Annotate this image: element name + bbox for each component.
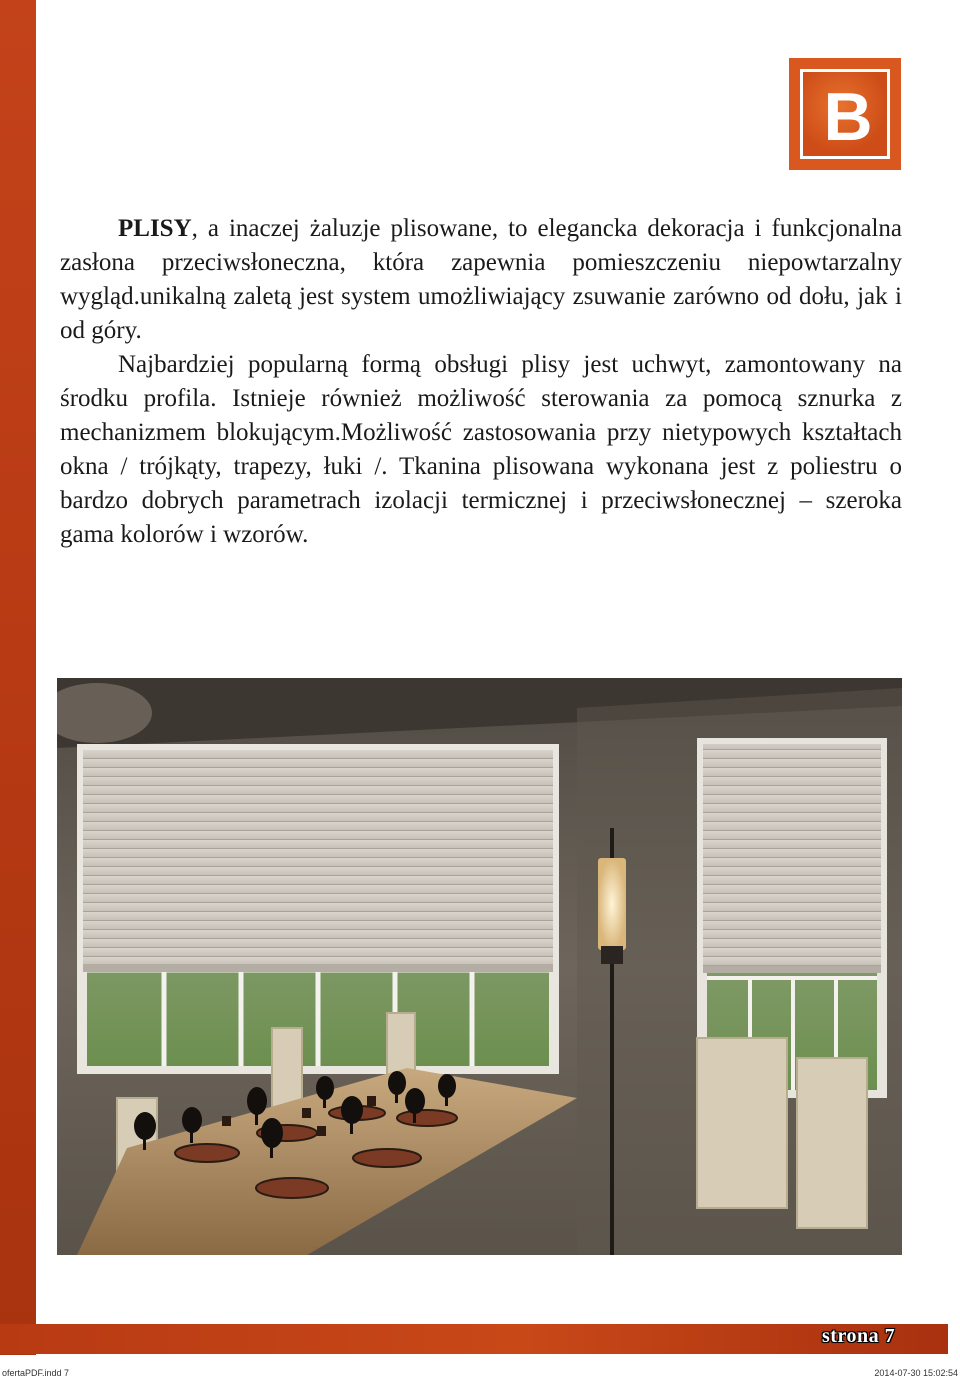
logo-letter: B: [823, 79, 873, 155]
product-photo: [57, 678, 902, 1255]
lead-word: PLISY: [118, 215, 192, 242]
bottom-accent-bar: [0, 1324, 948, 1354]
paragraph-1-text: , a inaczej żaluzje plisowane, to elegancka dekoracja i funkcjonalna zasłona przeciwsłoneczna, która zapewnia pomieszczeniu niepowtarzalny wygląd.unikalną zaletą jest system umożliwiający zsuwanie zarówno od dołu, jak i od góry.: [60, 215, 902, 344]
paragraph-1: [60, 212, 902, 348]
description-text: [60, 212, 902, 552]
logo-frame: [800, 69, 890, 159]
paragraph-2: Najbardziej popularną formą obsługi plisy jest uchwyt, zamontowany na środku profila. Istnieje również możliwość sterowania za pomocą sznurka z mechanizmem blokującym.Możliwość zastosowania przy nietypowych kształtach okna / trójkąty, trapezy, łuki /. Tkanina plisowana wykonana jest z poliestru o bardzo dobrych parametrach izolacji termicznej i przeciwsłonecznej – szeroka gama kolorów i wzorów.: [60, 351, 902, 548]
footer-timestamp: 2014-07-30 15:02:54: [874, 1368, 958, 1378]
left-accent-bar: [0, 0, 36, 1355]
brand-logo: [789, 58, 901, 170]
page-number: strona 7: [822, 1325, 896, 1347]
footer-filename: ofertaPDF.indd 7: [2, 1368, 70, 1378]
